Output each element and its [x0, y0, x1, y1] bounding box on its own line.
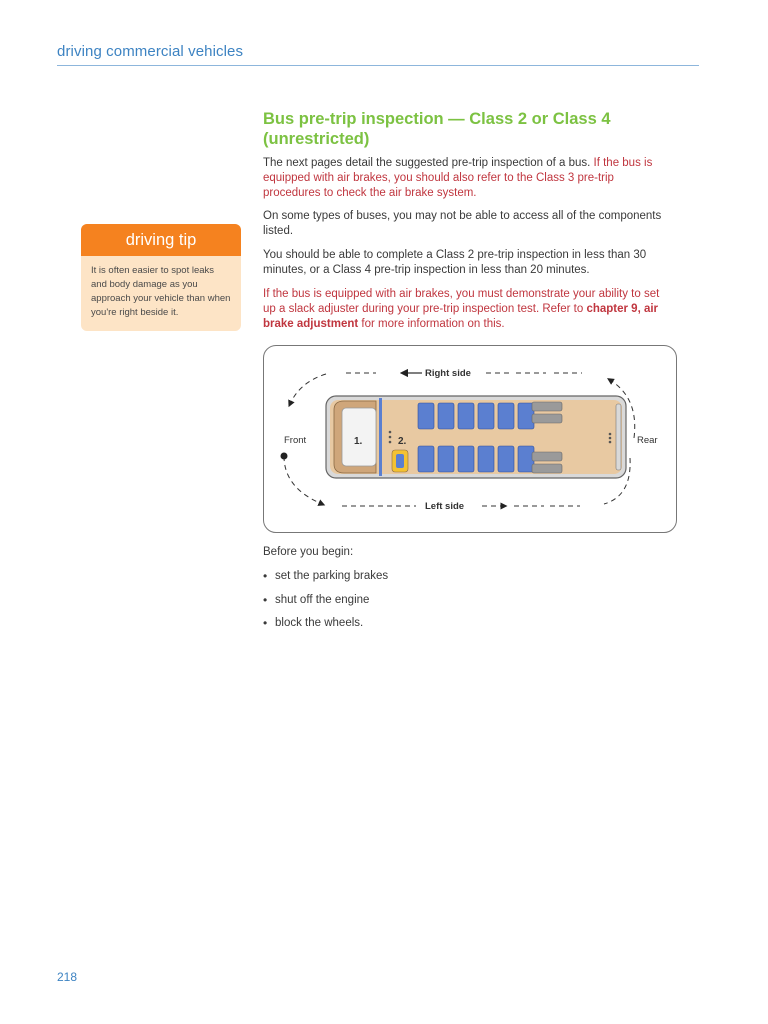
paragraph-time: You should be able to complete a Class 2 pre-trip inspection in less than 30 minutes, or a Class 4 pre-trip inspection in less than 20 minutes. [263, 249, 647, 276]
intro-air-brake-note: If the bus is equipped with air brakes, you should also refer to the Class 3 pre-trip procedures to check the air brake system. [263, 157, 653, 199]
chapter-link[interactable]: chapter 9, air brake adjustment [263, 303, 659, 330]
list-item: • block the wheels. [263, 617, 388, 641]
section-title: Bus pre-trip inspection — Class 2 or Class 4 (unrestricted) [263, 110, 611, 148]
bus-top-view [326, 396, 626, 478]
intro-text: The next pages detail the suggested pre-trip inspection of a bus. [263, 157, 594, 169]
step-two-label: 2. [398, 436, 407, 447]
header-rule [57, 65, 699, 66]
page-number: 218 [57, 970, 78, 984]
front-label: Front [284, 435, 307, 446]
paragraph-slack-adjuster [263, 287, 663, 332]
front-lights [389, 431, 392, 444]
before-begin-intro: Before you begin: [263, 546, 354, 558]
rear-label: Rear [637, 435, 658, 446]
list-item: • set the parking brakes [263, 570, 388, 594]
slack-adjuster-text: If the bus is equipped with air brakes, you must demonstrate your ability to set up a slack adjuster during your pre-trip inspection test. Refer to [263, 288, 660, 315]
paragraph-access: On some types of buses, you may not be able to access all of the components listed. [263, 210, 662, 237]
rear-lights [609, 433, 612, 444]
bus-walkaround-diagram [263, 345, 677, 533]
running-head: driving commercial vehicles [57, 43, 244, 60]
slack-adjuster-tail: for more information on this. [358, 318, 505, 330]
list-item: • shut off the engine [263, 594, 388, 618]
driving-tip-title: driving tip [81, 224, 241, 256]
bus-diagram-svg [264, 346, 676, 532]
driving-tip-text: It is often easier to spot leaks and body damage as you approach your vehicle than when you're right beside it. [91, 265, 231, 318]
step-one-label: 1. [354, 436, 363, 447]
before-begin-list [263, 570, 388, 641]
entry-steps [392, 450, 408, 472]
paragraph-intro [263, 156, 663, 201]
left-side-label: Left side [425, 501, 465, 512]
driving-tip-box [81, 224, 241, 331]
start-point-marker [281, 453, 288, 460]
right-side-label: Right side [425, 368, 471, 379]
